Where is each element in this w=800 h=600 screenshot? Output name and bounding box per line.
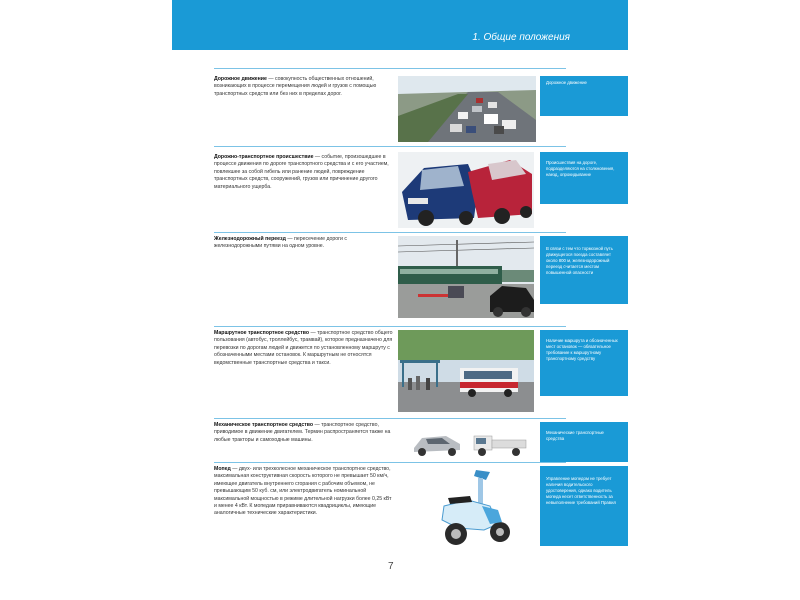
railway-crossing-photo	[398, 236, 534, 318]
section-divider	[214, 68, 566, 69]
note-box	[540, 76, 628, 116]
note-box	[540, 152, 628, 204]
term: Механическое транспортное средство	[214, 422, 314, 428]
bus-stop-photo	[398, 330, 534, 412]
section-railway-crossing	[214, 232, 628, 326]
note-box	[540, 236, 628, 304]
term: Дорожно-транспортное происшествие	[214, 154, 314, 160]
page-number: 7	[388, 561, 394, 572]
definition-text	[214, 236, 394, 251]
note-text: Дорожное движение	[546, 80, 587, 85]
note-text: Управление мопедом не требует наличия водительского удостоверения, однако водитель мопеда несет ответственность за невыполнение требований Правил	[546, 476, 616, 505]
definition: — пересечение дороги с железнодорожными путями на одном уровне.	[214, 236, 347, 250]
section-divider	[214, 462, 566, 463]
definition-text	[214, 466, 394, 518]
highway-traffic-photo	[398, 76, 536, 142]
definition-text	[214, 76, 394, 98]
section-divider	[214, 146, 566, 147]
definition: — совокупность общественных отношений, возникающих в процессе перемещения людей и грузов с помощью транспортных средств или без них в пределах дорог.	[214, 76, 377, 97]
definition: — транспортное средство общего пользования (автобус, троллейбус, трамвай), которое предназначено для перевозки по дорогам людей и движется по установленному маршруту с обозначенными местами остановок. К маршрутным не относятся ведомственные транспортные средства и такси.	[214, 330, 393, 366]
note-text: В связи с тем что тормозной путь движущегося поезда составляет около 800 м, железнодорожный переезд считается местом повышенной опасности	[546, 246, 613, 275]
moped-photo	[398, 466, 534, 548]
section-road-traffic	[214, 68, 628, 146]
definition-text	[214, 422, 394, 444]
header-band	[172, 0, 628, 50]
term: Железнодорожный переезд	[214, 236, 286, 242]
term: Мопед	[214, 466, 231, 472]
definition: — событие, произошедшее в процессе движения по дороге транспортного средства и с его участием, повлекшее за собой гибель или ранение людей, повреждение транспортных средств, сооружений, грузов или причинение другого материального ущерба.	[214, 154, 389, 190]
section-motor-vehicle	[214, 418, 628, 462]
note-box	[540, 330, 628, 396]
note-box	[540, 422, 628, 462]
note-text: Происшествия на дороге, подразделяются на столкновения, наезд, опрокидывание	[546, 160, 615, 177]
section-moped	[214, 462, 628, 554]
note-text: Наличие маршрута и обозначенных мест остановок — обязательное требование к маршрутному транспортному средству	[546, 338, 618, 361]
section-divider	[214, 326, 566, 327]
definition-text	[214, 154, 394, 191]
section-divider	[214, 418, 566, 419]
note-text: Механические транспортные средства	[546, 430, 604, 441]
term: Маршрутное транспортное средство	[214, 330, 310, 336]
section-route-vehicle	[214, 326, 628, 418]
definition: — транспортное средство, приводимое в движение двигателем. Термин распространяется также на любые тракторы и самоходные машины.	[214, 422, 391, 443]
section-road-accident	[214, 146, 628, 232]
term: Дорожное движение	[214, 76, 267, 82]
section-divider	[214, 232, 566, 233]
definition-text	[214, 330, 394, 367]
section-heading: 1. Общие положения	[472, 32, 570, 43]
note-box	[540, 466, 628, 546]
car-crash-photo	[398, 152, 534, 228]
cars-truck-photo	[398, 422, 534, 462]
definition: — двух- или трехколесное механическое транспортное средство, максимальная конструктивная скорость которого не превышает 50 км/ч, имеющее двигатель внутреннего сгорания с рабочим объемом, не превышающим 50 куб. см, или электродвигатель номинальной максимальной мощностью в режиме длительной нагрузки более 0,25 кВт и менее 4 кВт. К мопедам приравниваются квадрициклы, имеющие аналогичные технические характеристики.	[214, 466, 392, 517]
